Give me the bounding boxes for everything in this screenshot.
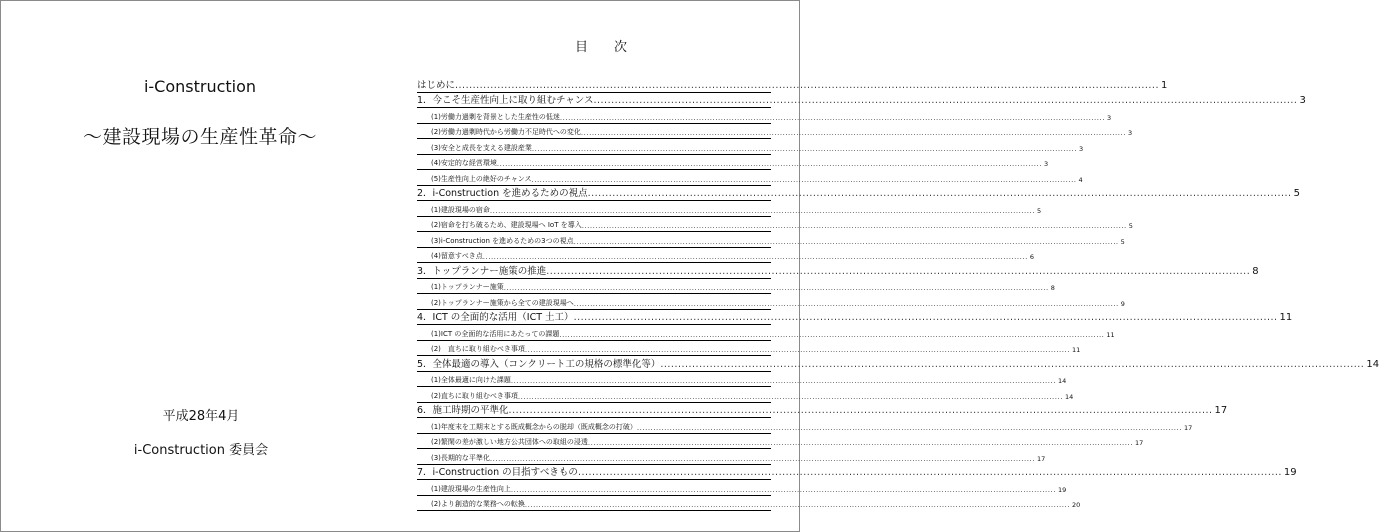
cover-committee: i-Construction 委員会 (133, 443, 269, 458)
toc-section-entry (417, 170, 1083, 186)
toc-entry-page: 17 (1214, 405, 1228, 416)
toc-section-entry (417, 279, 1055, 295)
toc-entry-label: (1)建設現場の宿命 (431, 205, 490, 214)
toc-leader-dots: ........................................................................................................................................................................................................ (573, 237, 1119, 246)
table-of-contents (417, 77, 1379, 511)
toc-leader-dots: ........................................................................................................................................................................................................ (660, 358, 1365, 370)
toc-entry-label: 6．施工時期の平準化 (417, 405, 509, 416)
toc-chapter-entry (417, 93, 1306, 109)
toc-entry-label: はじめに (417, 79, 456, 91)
toc-chapter-entry (417, 465, 1297, 481)
toc-entry-label: 7．i-Construction の目指すべきもの (417, 467, 578, 478)
toc-chapter-entry (417, 186, 1300, 202)
toc-entry-label: (2)より創造的な業務への転換 (431, 500, 525, 508)
toc-section-entry (417, 341, 1081, 357)
toc-section-entry (417, 139, 1084, 155)
toc-leader-dots: ........................................................................................................................................................................................................ (524, 346, 1070, 354)
toc-entry-label: (4)留意すべき点 (431, 252, 483, 260)
toc-section-entry (417, 434, 1144, 450)
toc-leader-dots: ........................................................................................................................................................................................................ (489, 454, 1035, 463)
toc-entry-label: (3)i-Construction を進めるための3つの視点 (431, 236, 574, 245)
toc-entry-label: 1．今こそ生産性向上に取り組むチャンス (417, 95, 594, 106)
toc-section-entry (417, 108, 1112, 124)
toc-entry-page: 11 (1279, 312, 1293, 323)
toc-entry-page: 11 (1071, 346, 1081, 354)
toc-leader-dots: ........................................................................................................................................................................................................ (546, 265, 1251, 277)
toc-entry-page: 17 (1134, 439, 1144, 447)
toc-section-entry (417, 124, 1133, 140)
toc-entry-label: (2) 直ちに取り組むべき事項 (431, 345, 525, 353)
toc-entry-page: 3 (1106, 113, 1112, 122)
toc-section-entry (417, 248, 1034, 264)
toc-entry-page: 6 (1029, 253, 1034, 261)
toc-section-entry (417, 480, 1067, 496)
toc-entry-label: 4．ICT の全面的な活用（ICT 土工） (417, 312, 574, 323)
toc-entry-page: 3 (1043, 160, 1049, 168)
toc-entry-page: 4 (1078, 175, 1083, 184)
toc-entry-page: 3 (1078, 144, 1084, 153)
toc-section-entry (417, 387, 1074, 403)
toc-leader-dots: ........................................................................................................................................................................................................ (636, 423, 1182, 432)
toc-leader-dots: ........................................................................................................................................................................................................ (577, 467, 1282, 478)
toc-entry-label: 5．全体最適の導入（コンクリート工の規格の標準化等） (417, 358, 661, 370)
toc-entry-page: 1 (1160, 79, 1168, 91)
toc-entry-page: 17 (1183, 423, 1193, 432)
toc-entry-page: 9 (1120, 299, 1125, 308)
toc-entry-label: (3)安全と成長を支える建設産業 (431, 143, 532, 152)
toc-section-entry (417, 372, 1067, 388)
toc-entry-page: 8 (1050, 284, 1055, 292)
cover-title: i-Construction (143, 77, 257, 96)
toc-leader-dots: ........................................................................................................................................................................................................ (510, 377, 1056, 385)
toc-entry-label: (2)直ちに取り組むべき事項 (431, 391, 518, 400)
toc-entry-label: (3)長期的な平準化 (431, 453, 490, 462)
toc-entry-label: (1)ICT の全面的な活用にあたっての課題 (431, 329, 560, 338)
toc-leader-dots: ........................................................................................................................................................................................................ (510, 485, 1056, 494)
toc-entry-page: 20 (1071, 501, 1081, 509)
toc-entry-label: (2)繁閑の差が激しい地方公共団体への取組の浸透 (431, 438, 588, 446)
toc-leader-dots: ........................................................................................................................................................................................................ (573, 312, 1278, 323)
toc-chapter-entry (417, 403, 1228, 419)
toc-leader-dots: ........................................................................................................................................................................................................ (573, 299, 1119, 308)
toc-leader-dots: ........................................................................................................................................................................................................ (489, 206, 1035, 215)
toc-entry-label: (1)全体最適に向けた課題 (431, 376, 511, 384)
toc-entry-label: (1)年度末を工期末とする既成概念からの脱却（既成概念の打破） (431, 422, 637, 431)
toc-heading: 目 次 (574, 40, 627, 55)
toc-entry-label: (2)トップランナー施策から全ての建設現場へ (431, 298, 574, 307)
toc-entry-label: (1)トップランナー施策 (431, 283, 504, 291)
toc-section-entry (417, 201, 1042, 217)
toc-entry-page: 19 (1283, 467, 1297, 478)
toc-entry-page: 11 (1106, 330, 1115, 339)
toc-section-entry (417, 294, 1125, 310)
toc-leader-dots: ........................................................................................................................................................................................................ (581, 222, 1127, 230)
toc-entry-label: (2)労働力過剰時代から労働力不足時代への変化 (431, 128, 581, 136)
toc-leader-dots: ........................................................................................................................................................................................................ (508, 405, 1213, 416)
toc-entry-label: (2)宿命を打ち破るため、建設現場へ IoT を導入 (431, 221, 582, 229)
toc-entry-page: 5 (1120, 237, 1125, 246)
toc-leader-dots: ........................................................................................................................................................................................................ (455, 79, 1159, 91)
toc-entry-label: 3．トップランナー施策の推進 (417, 265, 547, 277)
toc-entry-page: 3 (1127, 129, 1133, 137)
toc-entry-label: (5)生産性向上の絶好のチャンス (431, 174, 532, 183)
toc-leader-dots: ........................................................................................................................................................................................................ (559, 330, 1105, 339)
toc-entry-page: 14 (1064, 392, 1074, 401)
toc-section-entry (417, 217, 1133, 233)
toc-section-entry (417, 449, 1046, 465)
toc-leader-dots: ........................................................................................................................................................................................................ (587, 188, 1292, 199)
toc-leader-dots: ........................................................................................................................................................................................................ (593, 95, 1298, 106)
toc-leader-dots: ........................................................................................................................................................................................................ (559, 113, 1105, 122)
toc-entry-page: 3 (1299, 95, 1306, 106)
toc-chapter-entry (417, 263, 1259, 279)
toc-entry-page: 14 (1366, 358, 1379, 370)
toc-leader-dots: ........................................................................................................................................................................................................ (531, 144, 1077, 153)
toc-entry-label: (4)安定的な経営環境 (431, 159, 497, 167)
toc-leader-dots: ........................................................................................................................................................................................................ (496, 160, 1042, 168)
toc-entry-page: 5 (1128, 222, 1133, 230)
toc-leader-dots: ........................................................................................................................................................................................................ (517, 392, 1063, 401)
cover-date: 平成28年4月 (162, 409, 240, 424)
toc-entry-page: 5 (1293, 188, 1300, 199)
toc-chapter-entry (417, 77, 1168, 93)
toc-leader-dots: ........................................................................................................................................................................................................ (531, 175, 1077, 184)
toc-leader-dots: ........................................................................................................................................................................................................ (587, 439, 1133, 447)
toc-section-entry (417, 418, 1193, 434)
cover-subtitle: ～建設現場の生産性革命～ (82, 126, 317, 148)
toc-entry-label: (1)建設現場の生産性向上 (431, 484, 511, 493)
toc-entry-page: 17 (1036, 454, 1046, 463)
toc-entry-page: 14 (1057, 377, 1067, 385)
toc-entry-page: 5 (1036, 206, 1042, 215)
toc-entry-page: 19 (1057, 485, 1067, 494)
toc-section-entry (417, 325, 1115, 341)
toc-section-entry (417, 496, 1081, 512)
toc-leader-dots: ........................................................................................................................................................................................................ (580, 129, 1126, 137)
toc-section-entry (417, 155, 1049, 171)
toc-leader-dots: ........................................................................................................................................................................................................ (482, 253, 1028, 261)
toc-entry-page: 8 (1252, 265, 1259, 277)
toc-leader-dots: ........................................................................................................................................................................................................ (503, 284, 1049, 292)
toc-entry-label: (1)労働力過剰を背景とした生産性の低迷 (431, 112, 560, 121)
toc-chapter-entry (417, 356, 1379, 372)
toc-chapter-entry (417, 310, 1293, 326)
toc-section-entry (417, 232, 1125, 248)
toc-leader-dots: ........................................................................................................................................................................................................ (524, 501, 1070, 509)
toc-entry-label: 2．i-Construction を進めるための視点 (417, 188, 588, 199)
